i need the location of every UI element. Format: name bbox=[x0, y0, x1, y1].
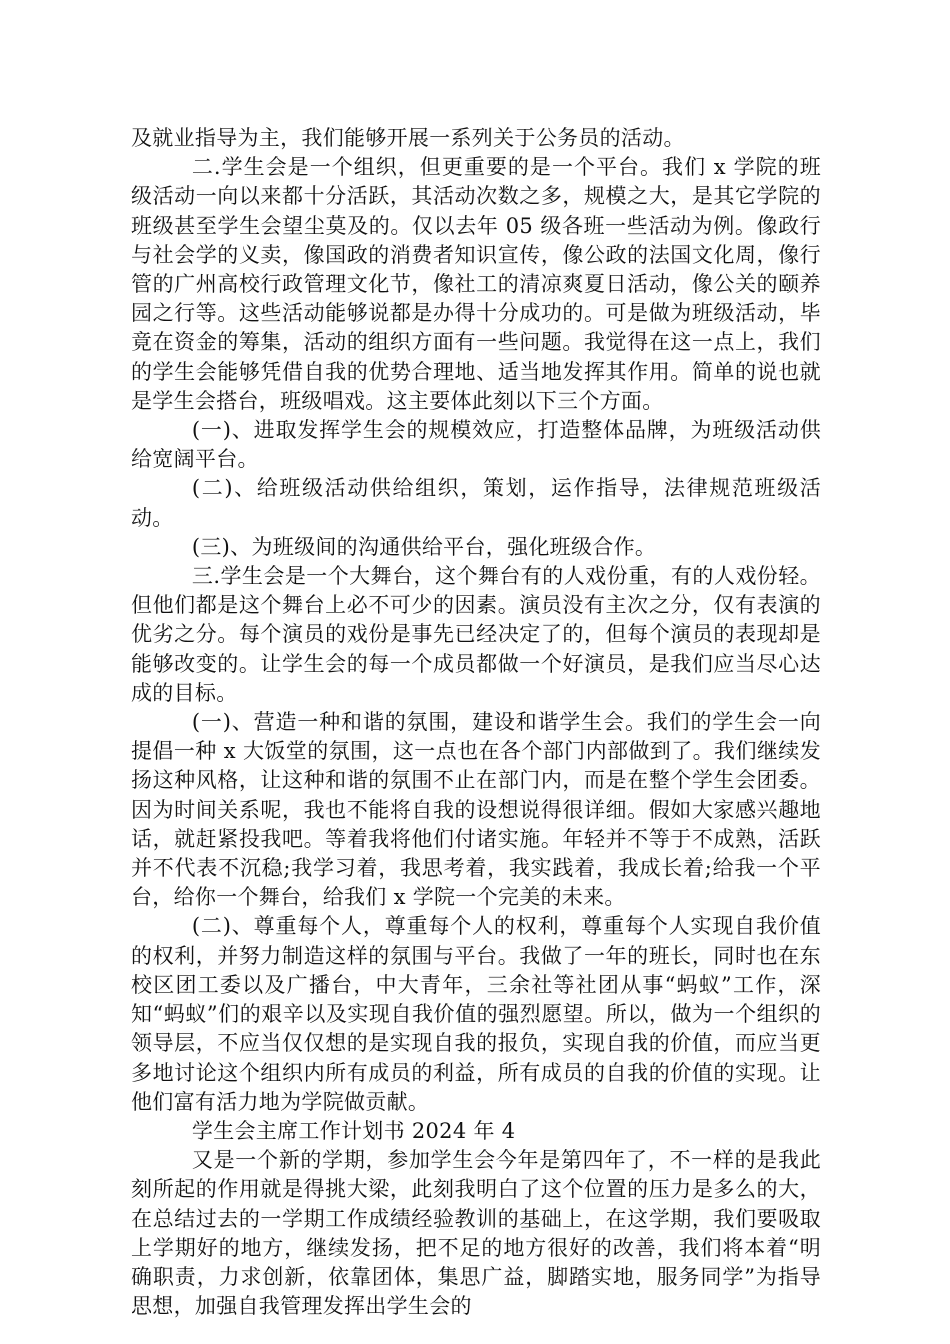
document-body bbox=[131, 124, 821, 1321]
paragraph-continuation: 及就业指导为主，我们能够开展一系列关于公务员的活动。 bbox=[131, 126, 685, 150]
paragraph-item-3: (三)、为班级间的沟通供给平台，强化班级合作。 bbox=[191, 534, 657, 559]
paragraph-item-harmony: (一)、营造一种和谐的氛围，建设和谐学生会。我们的学生会一向提倡一种 x 大饭堂的氛围，这一点也在各个部门内部做到了。我们继续发扬这种风格，让这种和谐的氛围不止在部门内，而是在整个学生会团委。因为时间关系呢，我也不能将自我的设想说得很详细。假如大家感兴趣地话，就赶紧投我吧。等着我将他们付诸实施。年轻并不等于不成熟，活跃并不代表不沉稳;我学习着，我思考着，我实践着，我成长着;给我一个平台，给你一个舞台，给我们 x 学院一个完美的未来。 bbox=[131, 710, 821, 910]
paragraph-section-three: 三.学生会是一个大舞台，这个舞台有的人戏份重，有的人戏份轻。但他们都是这个舞台上必不可少的因素。演员没有主次之分，仅有表演的优劣之分。每个演员的戏份是事先已经决定了的，但每个演员的表现却是能够改变的。让学生会的每一个成员都做一个好演员，是我们应当尽心达成的目标。 bbox=[131, 564, 821, 705]
section-heading: 学生会主席工作计划书 2024 年 4 bbox=[191, 1118, 516, 1143]
paragraph-item-2: (二)、给班级活动供给组织，策划，运作指导，法律规范班级活动。 bbox=[131, 476, 821, 530]
paragraph-new-semester: 又是一个新的学期，参加学生会今年是第四年了，不一样的是我此刻所起的作用就是得挑大梁，此刻我明白了这个位置的压力是多么的大，在总结过去的一学期工作成绩经验教训的基础上，在这学期，我们要吸取上学期好的地方，继续发扬，把不足的地方很好的改善，我们将本着“明确职责，力求创新，依靠团体，集思广益，脚踏实地，服务同学”为指导思想，加强自我管理发挥出学生会的 bbox=[131, 1148, 821, 1319]
paragraph-section-two: 二.学生会是一个组织，但更重要的是一个平台。我们 x 学院的班级活动一向以来都十分活跃，其活动次数之多，规模之大，是其它学院的班级甚至学生会望尘莫及的。仅以去年 05 级各班一些活动为例。像政行与社会学的义卖，像国政的消费者知识宣传，像公政的法国文化周，像行管的广州高校行政管理文化节，像社工的清凉爽夏日活动，像公关的颐养园之行等。这些活动能够说都是办得十分成功的。可是做为班级活动，毕竟在资金的筹集，活动的组织方面有一些问题。我觉得在这一点上，我们的学生会能够凭借自我的优势合理地、适当地发挥其作用。简单的说也就是学生会搭台，班级唱戏。这主要体此刻以下三个方面。 bbox=[131, 155, 821, 413]
paragraph-item-respect: (二)、尊重每个人，尊重每个人的权利，尊重每个人实现自我价值的权利，并努力制造这样的氛围与平台。我做了一年的班长，同时也在东校区团工委以及广播台，中大青年，三余社等社团从事“蚂蚁”工作，深知“蚂蚁”们的艰辛以及实现自我价值的强烈愿望。所以，做为一个组织的领导层，不应当仅仅想的是实现自我的报负，实现自我的价值，而应当更多地讨论这个组织内所有成员的利益，所有成员的自我的价值的实现。让他们富有活力地为学院做贡献。 bbox=[131, 914, 821, 1114]
paragraph-item-1: (一)、进取发挥学生会的规模效应，打造整体品牌，为班级活动供给宽阔平台。 bbox=[131, 418, 821, 472]
